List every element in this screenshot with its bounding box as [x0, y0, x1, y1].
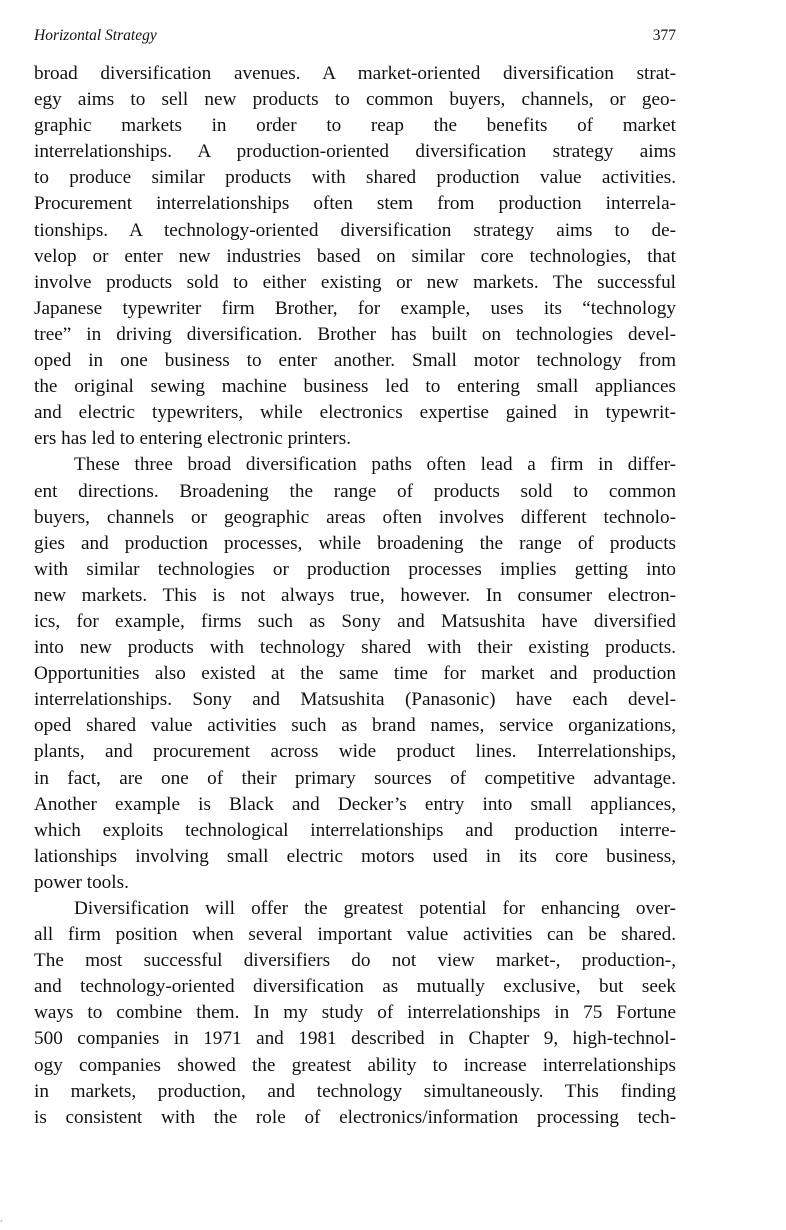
- text-line: to produce similar products with shared production value activities.: [34, 167, 676, 189]
- text-line: interrelationships. A production-oriented diversification strategy aims: [34, 141, 676, 163]
- text-line: lationships involving small electric motors used in its core business,: [34, 845, 676, 867]
- text-line: with similar technologies or production processes implies getting into: [34, 558, 676, 580]
- text-line: ogy companies showed the greatest ability to increase interrelationships: [34, 1054, 676, 1076]
- text-line: which exploits technological interrelationships and production interre-: [34, 819, 676, 841]
- text-line: tionships. A technology-oriented diversification strategy aims to de-: [34, 219, 676, 241]
- scan-speck: •: [0, 1217, 3, 1226]
- text-line: graphic markets in order to reap the benefits of market: [34, 115, 676, 137]
- text-line: egy aims to sell new products to common buyers, channels, or geo-: [34, 89, 676, 111]
- text-line: ics, for example, firms such as Sony and Matsushita have diversified: [34, 610, 676, 632]
- body-text: [34, 61, 676, 1131]
- text-line: velop or enter new industries based on similar core technologies, that: [34, 245, 676, 267]
- text-line: interrelationships. Sony and Matsushita (Panasonic) have each devel-: [34, 689, 676, 711]
- text-line: ers has led to entering electronic printers.: [34, 428, 352, 450]
- text-line: Another example is Black and Decker’s entry into small appliances,: [34, 793, 676, 815]
- running-title: Horizontal Strategy: [34, 27, 157, 44]
- text-line: tree” in driving diversification. Brother has built on technologies devel-: [34, 323, 676, 345]
- text-line: involve products sold to either existing or new markets. The successful: [34, 271, 676, 293]
- text-line: power tools.: [34, 871, 129, 893]
- running-head: [34, 27, 676, 51]
- text-line: is consistent with the role of electronics/information processing tech-: [34, 1106, 676, 1128]
- text-line: broad diversification avenues. A market-oriented diversification strat-: [34, 63, 676, 84]
- text-line: Diversification will offer the greatest potential for enhancing over-: [74, 898, 676, 919]
- text-line: oped shared value activities such as brand names, service organizations,: [34, 715, 676, 737]
- text-line: in markets, production, and technology simultaneously. This finding: [34, 1080, 676, 1102]
- text-line: oped in one business to enter another. Small motor technology from: [34, 350, 676, 372]
- text-line: into new products with technology shared with their existing products.: [34, 637, 676, 659]
- text-line: all firm position when several important value activities can be shared.: [34, 924, 676, 946]
- text-line: and electric typewriters, while electronics expertise gained in typewrit-: [34, 402, 676, 424]
- text-line: and technology-oriented diversification as mutually exclusive, but seek: [34, 976, 676, 998]
- text-line: ways to combine them. In my study of interrelationships in 75 Fortune: [34, 1002, 676, 1024]
- text-line: the original sewing machine business led to entering small appliances: [34, 376, 676, 398]
- text-line: These three broad diversification paths often lead a firm in differ-: [74, 454, 676, 476]
- text-line: Opportunities also existed at the same time for market and production: [34, 663, 676, 685]
- text-line: 500 companies in 1971 and 1981 described in Chapter 9, high-technol-: [34, 1028, 676, 1050]
- text-line: Procurement interrelationships often stem from production interrela-: [34, 193, 676, 215]
- text-line: plants, and procurement across wide product lines. Interrelationships,: [34, 741, 676, 763]
- text-line: in fact, are one of their primary sources of competitive advantage.: [34, 767, 676, 789]
- text-line: buyers, channels or geographic areas often involves different technolo-: [34, 506, 676, 528]
- text-line: Japanese typewriter firm Brother, for example, uses its “technology: [34, 297, 676, 319]
- text-line: gies and production processes, while broadening the range of products: [34, 532, 676, 554]
- page-number: 377: [652, 27, 676, 44]
- text-line: The most successful diversifiers do not view market-, production-,: [34, 950, 676, 972]
- text-line: new markets. This is not always true, however. In consumer electron-: [34, 584, 676, 606]
- text-line: ent directions. Broadening the range of products sold to common: [34, 480, 676, 502]
